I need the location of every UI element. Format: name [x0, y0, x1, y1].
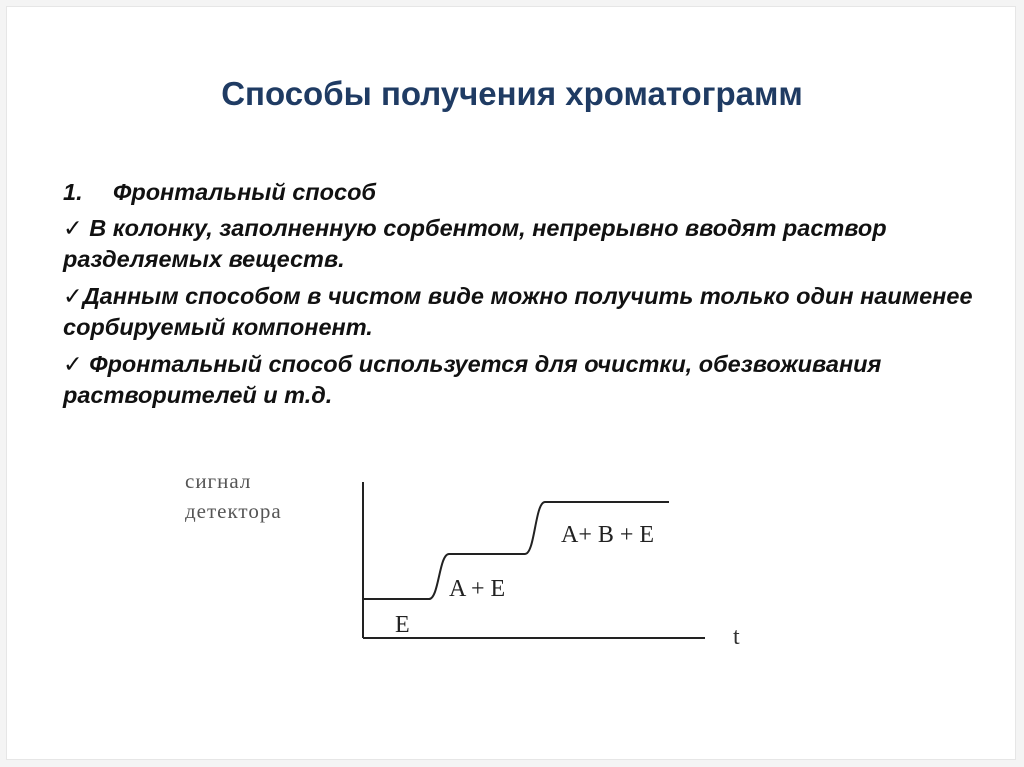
step-label-a-e: A + E — [449, 576, 506, 602]
frontal-chromatogram-diagram — [177, 462, 777, 662]
step-label-a-b-e: A+ B + E — [561, 522, 655, 548]
slide — [6, 6, 1016, 760]
checkmark-icon: ✓ — [63, 283, 83, 309]
bullet-item — [63, 349, 983, 411]
bullet-text: В колонку, заполненную сорбентом, непрерывно вводят раствор разделяемых веществ. — [63, 215, 887, 272]
slide-title: Способы получения хроматограмм — [221, 75, 803, 112]
checkmark-icon: ✓ — [63, 351, 83, 377]
step-label-e: E — [395, 612, 410, 638]
bullet-text: Данным способом в чистом виде можно получить только один наименее сорбируемый компонент. — [63, 283, 973, 340]
checkmark-icon: ✓ — [63, 215, 83, 241]
list-number: 1. — [63, 179, 83, 205]
bullet-text: Фронтальный способ используется для очистки, обезвоживания растворителей и т.д. — [63, 351, 882, 408]
x-axis-label: t — [733, 624, 740, 650]
slide-body — [63, 177, 983, 417]
list-heading-text: Фронтальный способ — [113, 179, 376, 205]
y-axis-label-line2: детектора — [185, 499, 282, 523]
step-curve — [363, 502, 669, 599]
bullet-item — [63, 213, 983, 275]
bullet-item — [63, 281, 983, 343]
list-heading — [63, 177, 983, 208]
y-axis-label-line1: сигнал — [185, 469, 252, 493]
